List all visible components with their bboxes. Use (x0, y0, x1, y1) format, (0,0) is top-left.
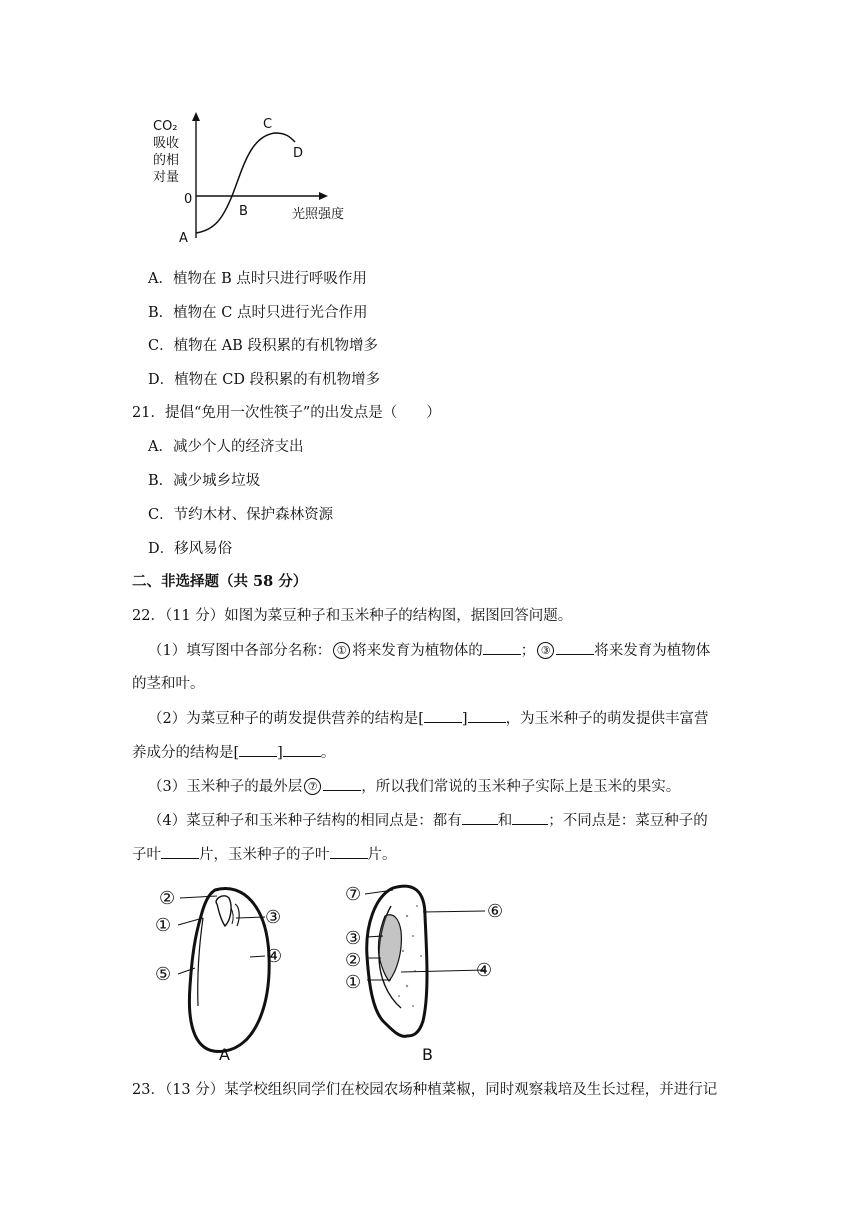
corn-label-3: ③ (345, 928, 362, 949)
q21-stem: 21．提倡“免用一次性筷子”的出发点是（ ） (132, 405, 441, 421)
graph-ylabel-2: 吸收 (153, 136, 180, 151)
bean-label-3: ③ (265, 907, 282, 928)
corn-label-2: ② (345, 950, 362, 971)
corn-label-6: ⑥ (487, 901, 504, 922)
circled-3: ③ (537, 642, 554, 659)
graph-point-a: A (179, 231, 188, 246)
answer-blank (283, 742, 321, 757)
graph-point-b: B (239, 204, 248, 219)
corn-label-1: ① (345, 972, 362, 993)
section-2-heading: 二、非选择题（共 58 分） (132, 573, 308, 590)
corn-seed-diagram (367, 886, 427, 1036)
graph-ylabel-3: 的相 (153, 153, 180, 168)
q23-stem: 23．（13 分）某学校组织同学们在校园农场种植菜椒，同时观察栽培及生长过程，并进行记 (132, 1082, 718, 1098)
bean-label-2: ② (159, 888, 176, 909)
graph-ylabel-4: 对量 (153, 170, 180, 185)
answer-blank (161, 844, 199, 859)
q22-stem: 22．（11 分）如图为菜豆种子和玉米种子的结构图，据图回答问题。 (132, 608, 573, 624)
figure-caption-a: A (219, 1045, 230, 1064)
corn-label-4: ④ (476, 960, 493, 981)
answer-blank (512, 810, 548, 825)
answer-blank (323, 776, 361, 791)
answer-blank (239, 742, 277, 757)
q22-part1-line1: （1）填写图中各部分名称： ① 将来发育为植物体的 ； ③ 将来发育为植物体 (148, 640, 710, 661)
graph-point-d: D (293, 146, 304, 161)
bean-label-1: ① (155, 915, 172, 936)
q22-part2-line1: （2）为菜豆种子的萌发提供营养的结构是[ ] ，为玉米种子的萌发提供丰富营 (148, 708, 709, 729)
graph-ylabel-1: CO₂ (153, 119, 178, 134)
q20-option-c: C．植物在 AB 段积累的有机物增多 (148, 338, 378, 354)
q22-part3: （3）玉米种子的最外层 ⑦ ，所以我们常说的玉米种子实际上是玉米的果实。 (148, 776, 680, 797)
circled-7: ⑦ (304, 778, 321, 795)
q21-option-b: B．减少城乡垃圾 (148, 473, 261, 489)
bean-label-4: ④ (266, 946, 283, 967)
q20-option-b: B．植物在 C 点时只进行光合作用 (148, 305, 368, 321)
answer-blank (483, 640, 521, 655)
graph-xlabel: 光照强度 (292, 207, 345, 222)
answer-blank (462, 810, 498, 825)
q20-option-a: A．植物在 B 点时只进行呼吸作用 (148, 271, 367, 287)
answer-blank (330, 844, 368, 859)
q21-option-a: A．减少个人的经济支出 (148, 439, 304, 455)
q22-part4-line1: （4）菜豆种子和玉米种子结构的相同点是：都有 和 ；不同点是：菜豆种子的 (148, 810, 708, 831)
graph-point-c: C (263, 117, 273, 132)
q21-option-d: D．移风易俗 (148, 541, 233, 557)
seed-structure-figure (145, 876, 525, 1066)
circled-1: ① (333, 642, 350, 659)
bean-seed-diagram (189, 888, 269, 1051)
answer-blank (424, 708, 462, 723)
answer-blank (468, 708, 506, 723)
bean-label-5: ⑤ (155, 964, 172, 985)
graph-zero-label: 0 (184, 192, 193, 207)
q21-option-c: C．节约木材、保护森林资源 (148, 507, 334, 523)
co2-light-graph (135, 108, 345, 248)
answer-blank (556, 640, 594, 655)
q22-part1-line2: 的茎和叶。 (132, 676, 205, 692)
figure-caption-b: B (422, 1045, 433, 1064)
q22-part4-line2: 子叶 片，玉米种子的子叶 片。 (132, 844, 397, 865)
corn-label-7: ⑦ (345, 884, 362, 905)
q22-part2-line2: 养成分的结构是[ ] 。 (132, 742, 335, 763)
q20-option-d: D．植物在 CD 段积累的有机物增多 (148, 372, 381, 388)
